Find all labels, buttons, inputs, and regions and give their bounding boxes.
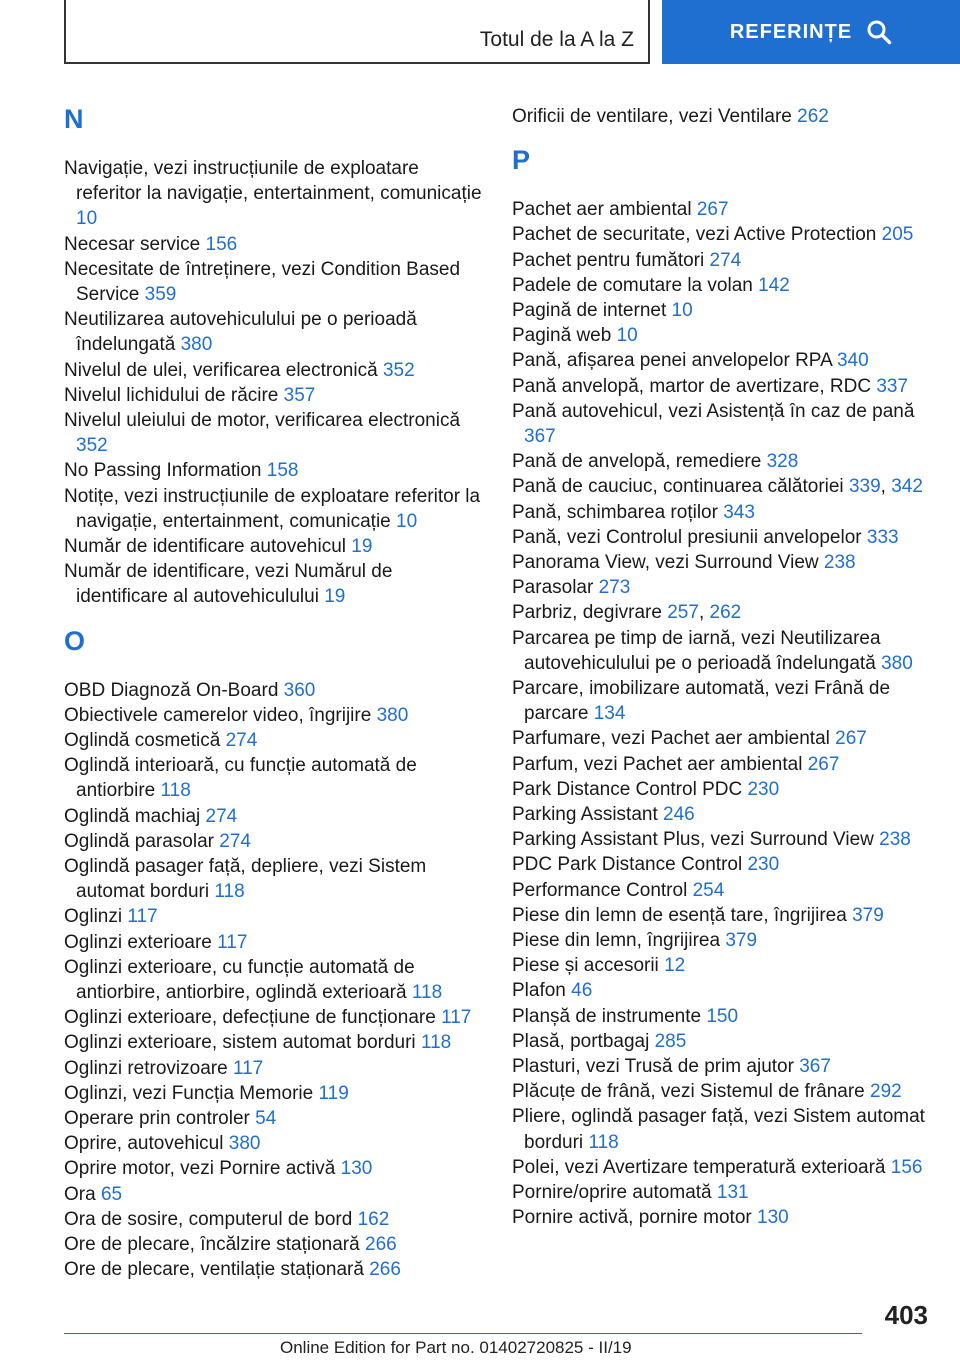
- index-entry: [512, 273, 930, 298]
- index-entry: [512, 953, 930, 978]
- index-entry-text: Pagină de internet: [512, 300, 667, 321]
- index-entry-text: Park Distance Control PDC: [512, 778, 743, 800]
- index-entry: [64, 930, 482, 955]
- index-entry: [512, 525, 930, 550]
- index-entry: [64, 1156, 482, 1181]
- page-reference-link[interactable]: 119: [318, 1082, 349, 1104]
- page-reference-link[interactable]: 134: [593, 703, 626, 725]
- page-reference-link[interactable]: 342: [891, 476, 923, 498]
- index-entry-text: Oglinzi exterioare: [64, 931, 212, 953]
- index-entry: [512, 550, 930, 575]
- index-entry: [512, 449, 930, 474]
- index-entry-text: Pliere, oglindă pasager față, vezi Sistem automat borduri: [512, 1106, 925, 1153]
- index-entry-text: Navigație, vezi instrucțiunile de exploatare referitor la navigație, entertainment, comunicație: [64, 158, 482, 205]
- page-reference-link[interactable]: 162: [357, 1208, 390, 1230]
- index-entry: Parbriz, degivrare 257, 262: [512, 602, 742, 624]
- page-reference-link[interactable]: 118: [160, 780, 191, 802]
- index-entry: [64, 1232, 482, 1257]
- page-reference-link[interactable]: 352: [76, 435, 108, 457]
- page-reference-link[interactable]: 118: [420, 1032, 452, 1054]
- page-reference-link[interactable]: 65: [100, 1183, 123, 1205]
- index-entry: [64, 559, 482, 609]
- index-entry: [512, 1104, 930, 1154]
- page-reference-link[interactable]: 262: [709, 602, 742, 624]
- page-reference-link[interactable]: 117: [441, 1007, 472, 1029]
- index-entry-text: Parking Assistant: [512, 804, 658, 825]
- index-entry-text: Piese din lemn de esență tare, îngrijirea: [512, 904, 847, 926]
- page-reference-link[interactable]: 266: [365, 1234, 397, 1255]
- index-entry: [512, 348, 930, 373]
- index-entry: [512, 878, 930, 903]
- index-entry-text: Număr de identificare autovehicul: [64, 536, 346, 557]
- index-entry: [64, 854, 482, 904]
- page-reference-link[interactable]: 254: [692, 879, 725, 901]
- index-entry: [512, 802, 930, 827]
- index-entry-text: Nivelul uleiului de motor, verificarea electronică: [64, 410, 461, 431]
- index-entry: [512, 726, 930, 751]
- index-entry-text: Parbriz, degivrare: [512, 602, 662, 624]
- index-entry: Pană de cauciuc, continuarea călătoriei 339, 342: [512, 476, 923, 498]
- page-reference-link[interactable]: 10: [671, 300, 693, 321]
- index-entry: [512, 399, 930, 449]
- index-entry: [64, 955, 482, 1005]
- index-entry-text: PDC Park Distance Control: [512, 854, 743, 876]
- index-entry-text: Pachet de securitate, vezi Active Protection: [512, 224, 877, 246]
- index-entry: [512, 676, 930, 726]
- index-entry-text: Panorama View, vezi Surround View: [512, 552, 819, 573]
- page-reference-link[interactable]: 379: [852, 904, 884, 926]
- page-number: 403: [884, 1300, 928, 1330]
- index-entry-text: Oprire motor, vezi Pornire activă: [64, 1158, 336, 1180]
- index-entry-text: Nivelul de ulei, verificarea electronică: [64, 359, 378, 381]
- index-entry-text: Parfum, vezi Pachet aer ambiental: [512, 753, 803, 775]
- page-reference-link[interactable]: 380: [228, 1133, 261, 1155]
- index-entry: [64, 1131, 482, 1156]
- index-entry-text: Oglindă cosmetică: [64, 730, 221, 751]
- index-entry-text: Neutilizarea autovehiculului pe o perioadă îndelungată: [64, 309, 417, 356]
- index-entry-text: Ora de sosire, computerul de bord: [64, 1208, 353, 1230]
- index-entry: [64, 257, 482, 307]
- index-entry-text: Oglindă machiaj: [64, 805, 201, 827]
- page-reference-link[interactable]: 205: [881, 224, 914, 246]
- page-reference-link[interactable]: 130: [757, 1207, 789, 1229]
- page-reference-link[interactable]: 360: [283, 679, 316, 701]
- index-entry-text: Padele de comutare la volan: [512, 274, 753, 296]
- index-entry: [64, 408, 482, 458]
- footer-rule: [64, 1333, 862, 1334]
- page-reference-link[interactable]: 328: [766, 451, 799, 473]
- page-reference-link[interactable]: 285: [654, 1030, 687, 1052]
- page-reference-link[interactable]: 142: [758, 274, 790, 296]
- page-reference-link[interactable]: 380: [376, 704, 409, 726]
- index-entry: [512, 1180, 930, 1205]
- index-entry: [512, 752, 930, 777]
- index-entry-text: Oglindă pasager față, depliere, vezi Sistem automat borduri: [64, 856, 427, 903]
- section-letter: P: [512, 145, 531, 176]
- page-reference-link[interactable]: 118: [411, 982, 443, 1003]
- index-entry-text: Pachet aer ambiental: [512, 199, 692, 221]
- index-entry: [512, 1054, 930, 1079]
- page-reference-link[interactable]: 230: [747, 854, 780, 876]
- page-reference-link[interactable]: 10: [396, 510, 418, 532]
- index-entry: [64, 1030, 482, 1055]
- index-entry-text: Performance Control: [512, 879, 688, 901]
- index-entry-text: Plasă, portbagaj: [512, 1030, 650, 1052]
- page-reference-link[interactable]: 274: [225, 730, 258, 751]
- index-entry: [64, 383, 482, 408]
- index-entry: [64, 307, 482, 357]
- index-entry: [512, 978, 930, 1003]
- page-reference-link[interactable]: 117: [127, 906, 158, 928]
- index-entry: [64, 703, 482, 728]
- index-entry: [64, 753, 482, 803]
- page-reference-link[interactable]: 352: [382, 359, 415, 381]
- index-entry-text: Planșă de instrumente: [512, 1005, 702, 1027]
- index-entry-text: Necesitate de întreținere, vezi Condition Based Service: [64, 258, 461, 305]
- page-reference-link[interactable]: 19: [351, 536, 373, 557]
- index-entry: [64, 1207, 482, 1232]
- page-reference-link[interactable]: 367: [799, 1056, 831, 1077]
- page-reference-link[interactable]: 118: [588, 1131, 619, 1153]
- page-reference-link[interactable]: 156: [890, 1156, 923, 1178]
- index-entry-text: Parfumare, vezi Pachet aer ambiental: [512, 728, 830, 750]
- index-entry-text: Pornire activă, pornire motor: [512, 1207, 752, 1229]
- index-entry: [512, 374, 930, 399]
- index-entry: [64, 484, 482, 534]
- page-reference-link[interactable]: 337: [876, 375, 909, 397]
- index-entry-text: Pană de cauciuc, continuarea călătoriei: [512, 476, 844, 498]
- index-entry-text: Pană, vezi Controlul presiunii anvelopelor: [512, 526, 862, 548]
- index-entry-text: Orificii de ventilare, vezi Ventilare: [512, 106, 792, 127]
- index-entry-text: Pachet pentru fumători: [512, 249, 705, 271]
- page-reference-link[interactable]: 131: [716, 1182, 749, 1203]
- index-entry-text: Pană anvelopă, martor de avertizare, RDC: [512, 375, 872, 397]
- page-reference-link[interactable]: 333: [866, 526, 899, 548]
- index-entry-text: Notițe, vezi instrucțiunile de exploatare referitor la navigație, entertainment, comunicație: [64, 485, 481, 532]
- index-entry-text: Operare prin controler: [64, 1108, 250, 1129]
- references-tab-label: REFERINȚE: [729, 20, 853, 43]
- page-reference-link[interactable]: 343: [723, 501, 755, 523]
- index-entry-text: Polei, vezi Avertizare temperatură exterioară: [512, 1156, 886, 1178]
- index-entry-text: Pană, schimbarea roților: [512, 501, 718, 523]
- index-entry-text: Plăcuțe de frână, vezi Sistemul de frânare: [512, 1081, 865, 1103]
- index-entry: [512, 1205, 930, 1230]
- index-entry-text: Oglindă parasolar: [64, 830, 214, 852]
- index-entry-text: Oglindă interioară, cu funcție automată de antiorbire: [64, 755, 417, 802]
- search-icon[interactable]: [866, 19, 892, 45]
- page-reference-link[interactable]: 273: [598, 577, 631, 599]
- page-reference-link[interactable]: 367: [524, 426, 556, 447]
- footer-edition-text: Online Edition for Part no. 01402720825 - II/19: [280, 1338, 632, 1357]
- index-entry: [64, 1005, 482, 1030]
- index-entry: [64, 678, 482, 703]
- index-entry: [512, 197, 930, 222]
- page-reference-link[interactable]: 274: [219, 830, 251, 852]
- index-entry: [64, 904, 482, 929]
- index-entry: [512, 1079, 930, 1104]
- page-reference-link[interactable]: 357: [283, 384, 316, 406]
- index-entry: [64, 1081, 482, 1106]
- index-entry-text: No Passing Information: [64, 460, 262, 482]
- index-entry: [64, 1182, 482, 1207]
- index-entry: [512, 104, 930, 129]
- section-letter: O: [64, 625, 86, 656]
- page-reference-link[interactable]: 267: [807, 753, 840, 775]
- page-reference-link[interactable]: 238: [879, 829, 911, 851]
- index-entry: [512, 248, 930, 273]
- index-entry: [64, 1106, 482, 1131]
- page-reference-link[interactable]: 117: [232, 1057, 264, 1079]
- index-entry-text: Ore de plecare, încălzire staționară: [64, 1234, 360, 1255]
- index-entry-text: Parking Assistant Plus, vezi Surround View: [512, 829, 874, 851]
- page-reference-link[interactable]: 19: [324, 586, 346, 608]
- index-entry: [512, 1004, 930, 1029]
- index-entry-text: Piese și accesorii: [512, 955, 659, 977]
- index-entry-text: Obiectivele camerelor video, îngrijire: [64, 704, 372, 726]
- section-letter: N: [64, 104, 84, 134]
- index-entry-text: OBD Diagnoză On-Board: [64, 679, 279, 701]
- index-entry-text: Pană, afișarea penei anvelopelor RPA: [512, 350, 832, 372]
- page-reference-link[interactable]: 130: [340, 1158, 373, 1180]
- index-entry: [512, 323, 930, 348]
- page-reference-link[interactable]: 10: [616, 325, 638, 347]
- index-entry-text: Plasturi, vezi Trusă de prim ajutor: [512, 1056, 794, 1077]
- index-entry-text: Pagină web: [512, 325, 612, 347]
- page-reference-link[interactable]: 12: [664, 955, 686, 977]
- index-entry-text: Ora: [64, 1183, 96, 1205]
- page-reference-link[interactable]: 150: [706, 1005, 739, 1027]
- page-reference-link[interactable]: 246: [663, 804, 695, 825]
- index-entry-text: Piese din lemn, îngrijirea: [512, 930, 721, 951]
- page-reference-link[interactable]: 267: [835, 728, 867, 750]
- page-reference-link[interactable]: 238: [823, 552, 856, 573]
- index-entry: [512, 852, 930, 877]
- index-entry-text: Oglinzi, vezi Funcția Memorie: [64, 1082, 314, 1104]
- page-reference-link[interactable]: 257: [667, 602, 699, 624]
- index-entry-text: Plafon: [512, 980, 566, 1002]
- index-entry-text: Nivelul lichidului de răcire: [64, 384, 279, 406]
- index-entry-text: Pornire/oprire automată: [512, 1182, 712, 1203]
- index-entry: [64, 534, 482, 559]
- page-reference-link[interactable]: 10: [76, 208, 98, 230]
- index-entry: [64, 1257, 482, 1282]
- page-reference-link[interactable]: 262: [797, 106, 829, 127]
- index-entry-text: Ore de plecare, ventilație staționară: [64, 1259, 364, 1281]
- page-reference-link[interactable]: 54: [255, 1108, 277, 1129]
- index-entry-text: Oglinzi exterioare, cu funcție automată de antiorbire, antiorbire, oglindă exterioară: [64, 956, 415, 1003]
- index-entry-text: Oprire, autovehicul: [64, 1133, 224, 1155]
- index-entry: [64, 804, 482, 829]
- page-reference-link[interactable]: 156: [205, 233, 238, 255]
- index-entry-text: Parasolar: [512, 577, 594, 599]
- index-entry-text: Oglinzi exterioare, defecțiune de funcționare: [64, 1007, 436, 1029]
- index-entry: [512, 298, 930, 323]
- page-reference-link[interactable]: 379: [725, 930, 758, 951]
- index-entry-text: Parcare, imobilizare automată, vezi Frână de parcare: [512, 678, 891, 725]
- index-entry: [512, 777, 930, 802]
- index-entry-text: Pană de anvelopă, remediere: [512, 451, 762, 473]
- index-entry-text: Necesar service: [64, 233, 201, 255]
- index-entry: [64, 156, 482, 232]
- header-section-box: [64, 0, 650, 64]
- index-entry-text: Oglinzi exterioare, sistem automat borduri: [64, 1032, 416, 1054]
- page-reference-link[interactable]: 230: [747, 778, 780, 800]
- index-entry: [64, 232, 482, 257]
- index-entry-text: Număr de identificare, vezi Numărul de identificare al autovehiculului: [64, 561, 393, 608]
- page-reference-link[interactable]: 46: [571, 980, 593, 1002]
- page-reference-link[interactable]: 359: [144, 284, 177, 305]
- page-reference-link[interactable]: 118: [214, 881, 245, 903]
- index-entry: [64, 1056, 482, 1081]
- index-entry: [512, 1029, 930, 1054]
- page-reference-link[interactable]: 380: [180, 334, 213, 356]
- index-entry: [512, 222, 930, 247]
- index-entry: [64, 829, 482, 854]
- index-entry: [512, 500, 930, 525]
- page-reference-link[interactable]: 267: [696, 199, 729, 221]
- index-entry-text: Pană autovehicul, vezi Asistență în caz de pană: [512, 400, 915, 422]
- index-entry-text: Parcarea pe timp de iarnă, vezi Neutilizarea autovehiculului pe o perioadă îndelungată: [512, 627, 881, 674]
- index-entry-text: Oglinzi: [64, 906, 123, 928]
- page-reference-link[interactable]: 274: [709, 249, 742, 271]
- page-reference-link[interactable]: 117: [217, 931, 248, 953]
- page-reference-link[interactable]: 339: [848, 476, 881, 498]
- index-entry: [512, 575, 930, 600]
- page-reference-link[interactable]: 292: [870, 1081, 902, 1103]
- index-entry: [512, 626, 930, 676]
- index-entry: [512, 1155, 930, 1180]
- page-reference-link[interactable]: 266: [369, 1259, 401, 1281]
- index-entry-text: Oglinzi retrovizoare: [64, 1057, 228, 1079]
- index-entry: [512, 903, 930, 928]
- index-entry: [512, 827, 930, 852]
- index-entry: [64, 728, 482, 753]
- page-reference-link[interactable]: 158: [266, 460, 299, 482]
- index-entry: [64, 358, 482, 383]
- index-entry: [512, 928, 930, 953]
- header-section-title: Totul de la A la Z: [479, 28, 634, 51]
- references-tab[interactable]: [662, 0, 960, 64]
- page-reference-link[interactable]: 380: [881, 652, 913, 674]
- index-entry: [64, 458, 482, 483]
- page-reference-link[interactable]: 340: [836, 350, 869, 372]
- page-reference-link[interactable]: 274: [205, 805, 238, 827]
